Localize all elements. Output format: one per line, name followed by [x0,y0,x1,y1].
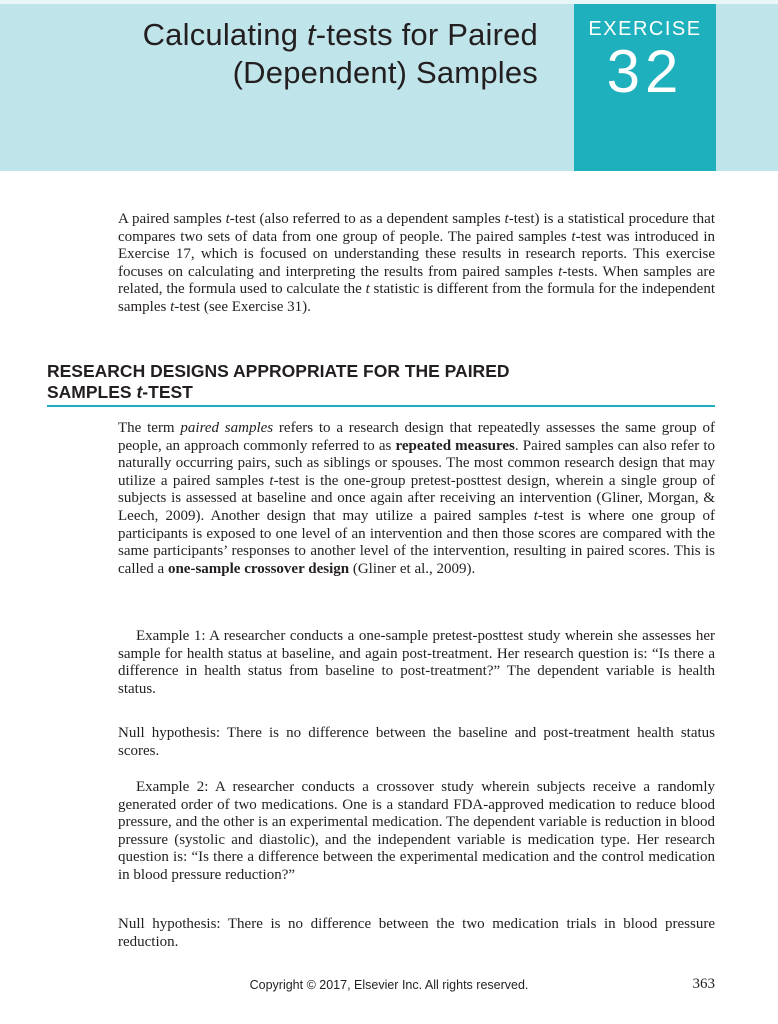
null-hypothesis-2-text: Null hypothesis: There is no difference between the two medication trials in blood pressure reduction. [118,916,715,950]
example-2-text: Example 2: A researcher conducts a crossover study wherein subjects receive a randomly generated order of two medications. One is a standard FDA-approved medication to reduce blood pressure, and the other is an experimental medication. The dependent variable is reduction in blood pressure (systolic and diastolic), and the independent variable is medication type. Her research question is: “Is there a difference between the experimental medication and the control medication in blood pressure reduction?” [118,779,715,883]
intro-paragraph [118,211,715,317]
intro-t4: t [558,263,563,280]
intro-text-f: statistic is different from the formula for the independent samples [118,281,715,315]
intro-text-a: A paired samples [118,211,226,227]
term-crossover-design: one-sample crossover design [167,560,350,577]
term-paired-samples: paired samples [180,420,274,436]
section-text-c: . Paired samples can also refer to naturally occurring pairs, such as siblings or spouses. The most common research design that may utilize a paired samples [118,437,715,489]
intro-text-c: -test) is a statistical procedure that compares two sets of data from one group of people. The paired samples [118,211,715,245]
term-repeated-measures: repeated measures [395,437,515,454]
intro-t3: t [571,228,576,245]
section-text-d: -test is the one-group pretest-posttest design, wherein a single group of subjects is assessed at baseline and once again after receiving an intervention (Gliner, Morgan, & Leech, 2009). Another design that may utilize a paired samples [118,472,715,524]
null-hypothesis-1 [118,725,715,760]
heading-test: -TEST [142,382,193,402]
section-t1: t [269,472,274,489]
section-heading-line-2 [47,382,715,403]
page-number: 363 [692,976,715,992]
chapter-title-line-1 [143,16,538,54]
intro-text-b: -test (also referred to as a dependent samples [229,211,505,227]
chapter-title [143,16,538,92]
exercise-label: EXERCISE [588,18,702,40]
intro-text-g: -test (see Exercise 31). [174,298,311,315]
copyright-notice: Copyright © 2017, Elsevier Inc. All rights reserved. [249,978,529,992]
title-rest: -tests for Paired [315,17,538,52]
intro-t6: t [170,298,175,315]
section-paragraph [118,420,715,578]
section-t2: t [533,507,538,524]
heading-t: t [136,382,143,402]
example-1 [118,628,715,698]
exercise-number-box [574,4,716,171]
example-1-text: Example 1: A researcher conducts a one-sample pretest-posttest study wherein she assesses her sample for health status at baseline, and again post-treatment. Her research question is: “Is there a difference in health status from baseline to post-treatment?” The dependent variable is health status. [118,628,715,697]
section-text-b: refers to a research design that repeatedly assesses the same group of people, an approach commonly referred to as [118,420,715,454]
section-heading-line-1: RESEARCH DESIGNS APPROPRIATE FOR THE PAIRED [47,361,510,381]
chapter-title-line-2: (Dependent) Samples [232,55,538,90]
title-word-calculating: Calculating [142,17,307,52]
null-hypothesis-1-text: Null hypothesis: There is no difference between the baseline and post-treatment health status scores. [118,725,715,759]
section-text [118,420,715,578]
intro-t5: t [365,281,370,298]
section-text-a: The term [118,420,181,436]
example-2 [118,779,715,885]
heading-samples: SAMPLES [47,382,137,402]
null-hypothesis-2 [118,916,715,951]
section-text-e: -test is where one group of participants is exposed to one level of an intervention and then those scores are compared with the same participants’ responses to another level of the intervention, resulting in paired scores. This is called a [118,507,715,577]
intro-text-d: -test was introduced in Exercise 17, which is focused on understanding these results in research reports. This exercise focuses on calculating and interpreting the results from paired samples [118,228,715,280]
intro-text-e: -tests. When samples are related, the formula used to calculate the [118,263,716,298]
title-t: t [306,17,316,52]
section-text-f: (Gliner et al., 2009). [349,560,476,577]
intro-t1: t [225,211,230,227]
section-heading [47,361,715,407]
exercise-number: 32 [606,38,684,105]
intro-text [118,211,715,317]
intro-t2: t [504,211,509,227]
